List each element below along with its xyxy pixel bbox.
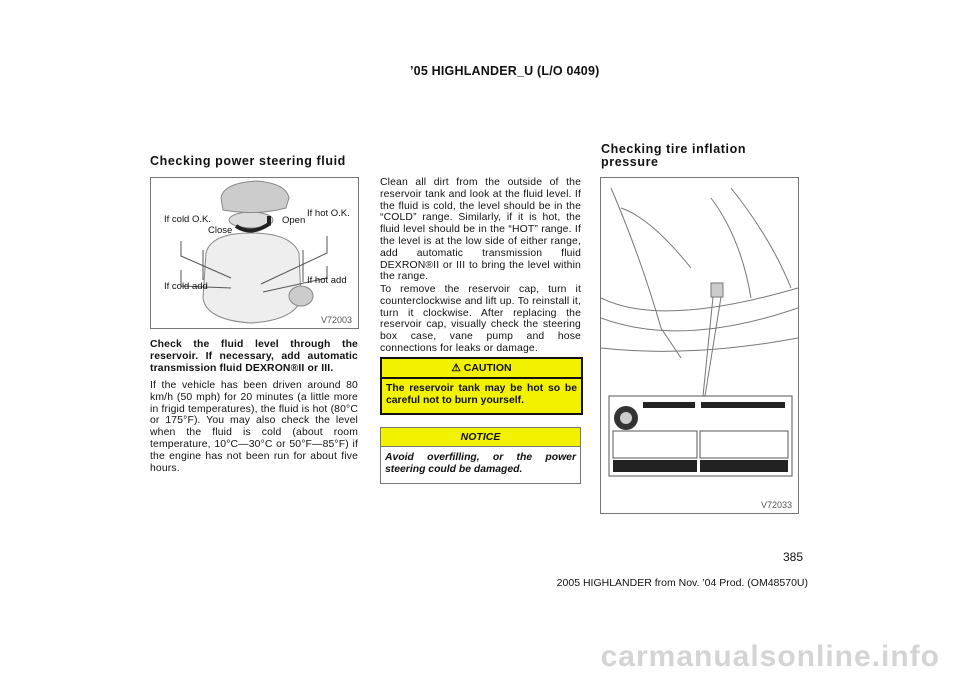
caution-title: CAUTION <box>463 362 512 374</box>
notice-box <box>380 427 581 484</box>
warning-triangle-icon: ⚠ <box>451 362 461 374</box>
body-paragraph: If the vehicle has been driven around 80 km/h (50 mph) for 20 minutes (a little more in frigid temperatures), the fluid is hot (80°C or 175°F). You may also check the level when the fluid is cold (about room temperature, 10°C—30°C or 50°F—85°F) if the engine has not been run for about five hours. <box>150 380 358 474</box>
label-if-cold-add: If cold add <box>164 281 208 292</box>
figure-code: V72003 <box>320 315 352 325</box>
notice-text: Avoid overfilling, or the power steering could be damaged. <box>385 452 576 475</box>
figure-code: V72033 <box>760 500 792 510</box>
reservoir-illustration <box>151 178 358 328</box>
body-paragraph-cap: To remove the reservoir cap, turn it counterclockwise and lift up. To reinstall it, turn it clockwise. After replacing the reservoir cap, visually check the steering box case, vane pump and hose connections for leaks or damage. <box>380 284 581 354</box>
section-heading-power-steering: Checking power steering fluid <box>150 154 346 168</box>
instruction-bold: Check the fluid level through the reservoir. If necessary, add automatic transmission fluid DEXRON®II or III. <box>150 339 358 374</box>
body-paragraph-clean: Clean all dirt from the outside of the reservoir tank and look at the fluid level. If the fluid is cold, the level should be in the “COLD” range. Similarly, if it is hot, the fluid level should be in the “HOT” range. If the level is at the low side of either range, add automatic transmission fluid DEXRON®II or III to bring the level within the range. <box>380 177 581 283</box>
label-if-cold-ok: If cold O.K. <box>164 214 211 225</box>
reservoir-figure <box>150 177 359 329</box>
label-open: Open <box>282 215 306 226</box>
section-heading-tire-pressure: Checking tire inflation pressure <box>601 142 747 169</box>
caution-text: The reservoir tank may be hot so be careful not to burn yourself. <box>386 383 577 406</box>
tire-label-figure <box>600 177 799 514</box>
door-pillar-illustration <box>601 178 798 513</box>
page-number: 385 <box>783 550 804 564</box>
document-header: ’05 HIGHLANDER_U (L/O 0409) <box>410 64 600 78</box>
label-if-hot-add: If hot add <box>307 275 347 286</box>
label-close: Close <box>208 225 233 236</box>
watermark: carmanualsonline.info <box>600 640 940 673</box>
label-if-hot-ok: If hot O.K. <box>307 208 350 219</box>
edition-footer: 2005 HIGHLANDER from Nov. ’04 Prod. (OM48570U) <box>556 577 808 589</box>
caution-box <box>380 357 583 415</box>
caution-title-row <box>382 359 581 379</box>
notice-title: NOTICE <box>381 428 580 447</box>
